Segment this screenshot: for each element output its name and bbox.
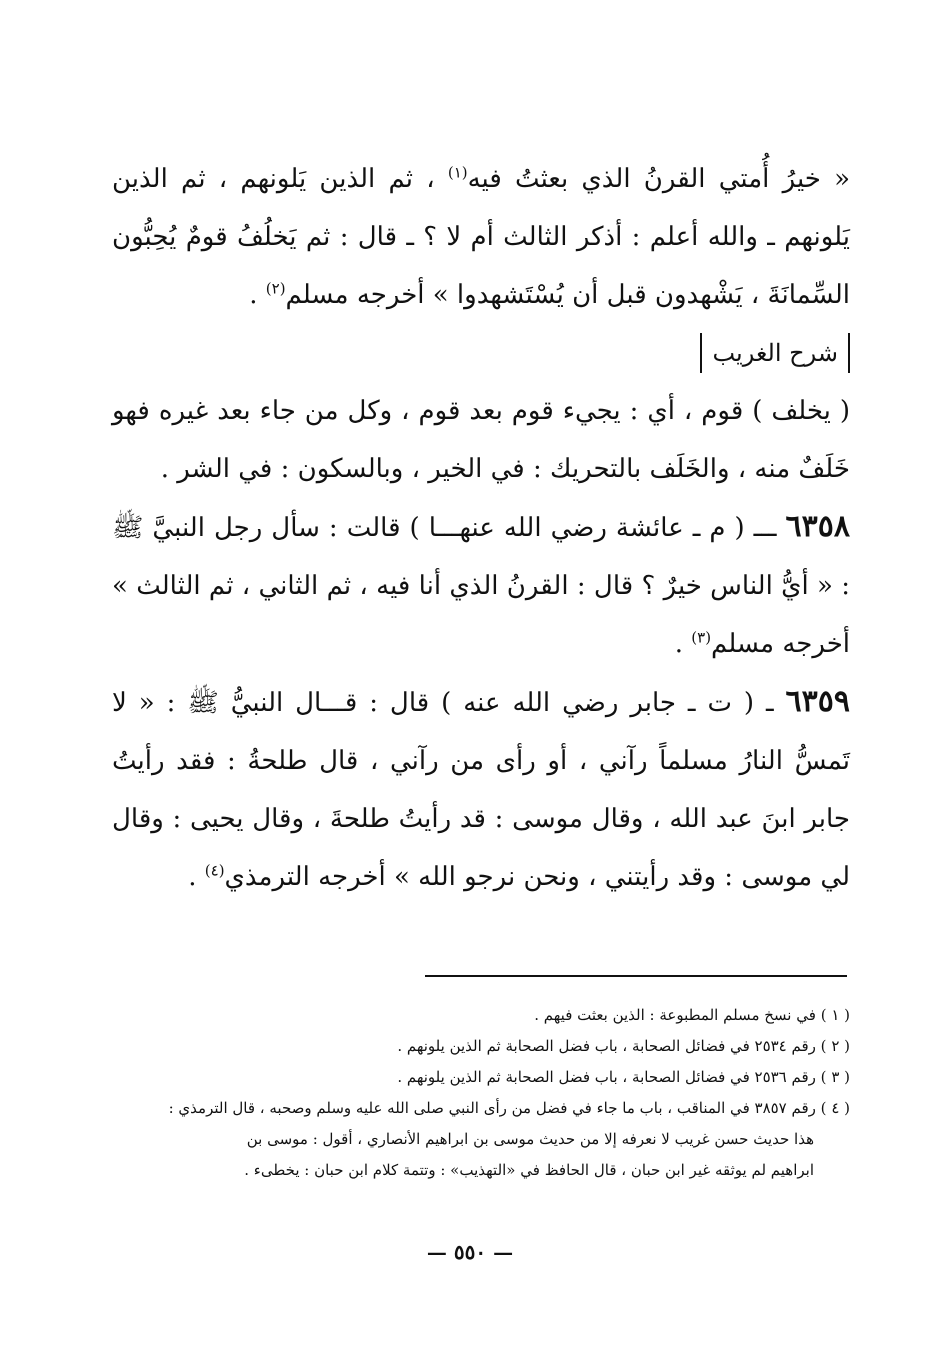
footnote-2: ( ٢ ) رقم ٢٥٣٤ في فضائل الصحابة ، باب فضل الصحابة ثم الذين يلونهم .	[397, 1037, 850, 1055]
footnote-ref: (٣)	[691, 628, 712, 647]
text-run: ، ثم الذين يَلونهم ، ثم الذين يَلونهم ـ والله أعلم : أذكر الثالث أم لا ؟ ـ قال : ثم يَخلُفُ قومٌ يُحِبُّون السِّمانَةَ ، يَشْهدون قبل أن يُسْتَشهدوا » أخرجه مسلم	[112, 164, 850, 310]
section-heading-row	[112, 324, 850, 382]
main-text	[112, 150, 850, 906]
page-number: — ٥٥٠ —	[426, 1240, 514, 1264]
hadith-6358	[112, 498, 850, 673]
footnote-4-continued: هذا حديث حسن غريب لا نعرفه إلا من حديث موسى بن ابراهيم الأنصاري ، أقول : موسى بن	[246, 1130, 814, 1148]
text-run: .	[249, 280, 266, 310]
footnote-divider	[425, 975, 847, 977]
text-run: .	[674, 629, 692, 659]
footnote-4: ( ٤ ) رقم ٣٨٥٧ في المناقب ، باب ما جاء في فضل من رأى النبي صلى الله عليه وسلم وصحبه ، قال الترمذي :	[168, 1099, 850, 1117]
text-run: .	[188, 862, 205, 892]
glossary-paragraph: ( يخلف ) قوم ، أي : يجيء قوم بعد قوم ، وكل من جاء بعد غيره فهو خَلَفٌ منه ، والخَلَف بالتحريك : في الخير ، وبالسكون : في الشر .	[112, 396, 850, 484]
footnote-3: ( ٣ ) رقم ٢٥٣٦ في فضائل الصحابة ، باب فضل الصحابة ثم الذين يلونهم .	[397, 1068, 850, 1086]
section-heading: شرح الغريب	[700, 333, 850, 373]
hadith-number: ٦٣٥٩	[785, 684, 850, 719]
text-run: « خيرُ أُمتي القرنُ الذي بعثتُ فيه	[467, 164, 850, 194]
text-run: ـــ ( م ـ عائشة رضي الله عنهـــا ) قالت : سأل رجل النبيَّ ﷺ : « أيُّ الناس خيرٌ ؟ قال : القرنُ الذي أنا فيه ، ثم الثاني ، ثم الثالث » أخرجه مسلم	[112, 513, 850, 659]
footnote-4-continued: ابراهيم لم يوثقه غير ابن حبان ، قال الحافظ في «التهذيب» : وتتمة كلام ابن حبان : يخطىء .	[244, 1161, 814, 1179]
hadith-number: ٦٣٥٨	[785, 509, 850, 544]
hadith-paragraph-continuation	[112, 150, 850, 324]
footnote-ref: (١)	[447, 163, 468, 182]
hadith-6359	[112, 673, 850, 906]
footnotes	[112, 1000, 850, 1186]
footnote-ref: (٤)	[204, 861, 225, 880]
text-run: ـ ( ت ـ جابر رضي الله عنه ) قال : قـــال النبيُّ ﷺ : « لا تَمسُّ النارُ مسلماً رآني ، أو رأى من رآني ، قال طلحةُ : فقد رأيتُ جابر ابنَ عبد الله ، وقال موسى : قد رأيتُ طلحةَ ، وقال يحيى : وقال لي موسى : وقد رأيتني ، ونحن نرجو الله » أخرجه الترمذي	[112, 688, 850, 892]
footnote-1: ( ١ ) في نسخ مسلم المطبوعة : الذين بعثت فيهم .	[534, 1006, 850, 1024]
footnote-ref: (٢)	[265, 279, 286, 298]
